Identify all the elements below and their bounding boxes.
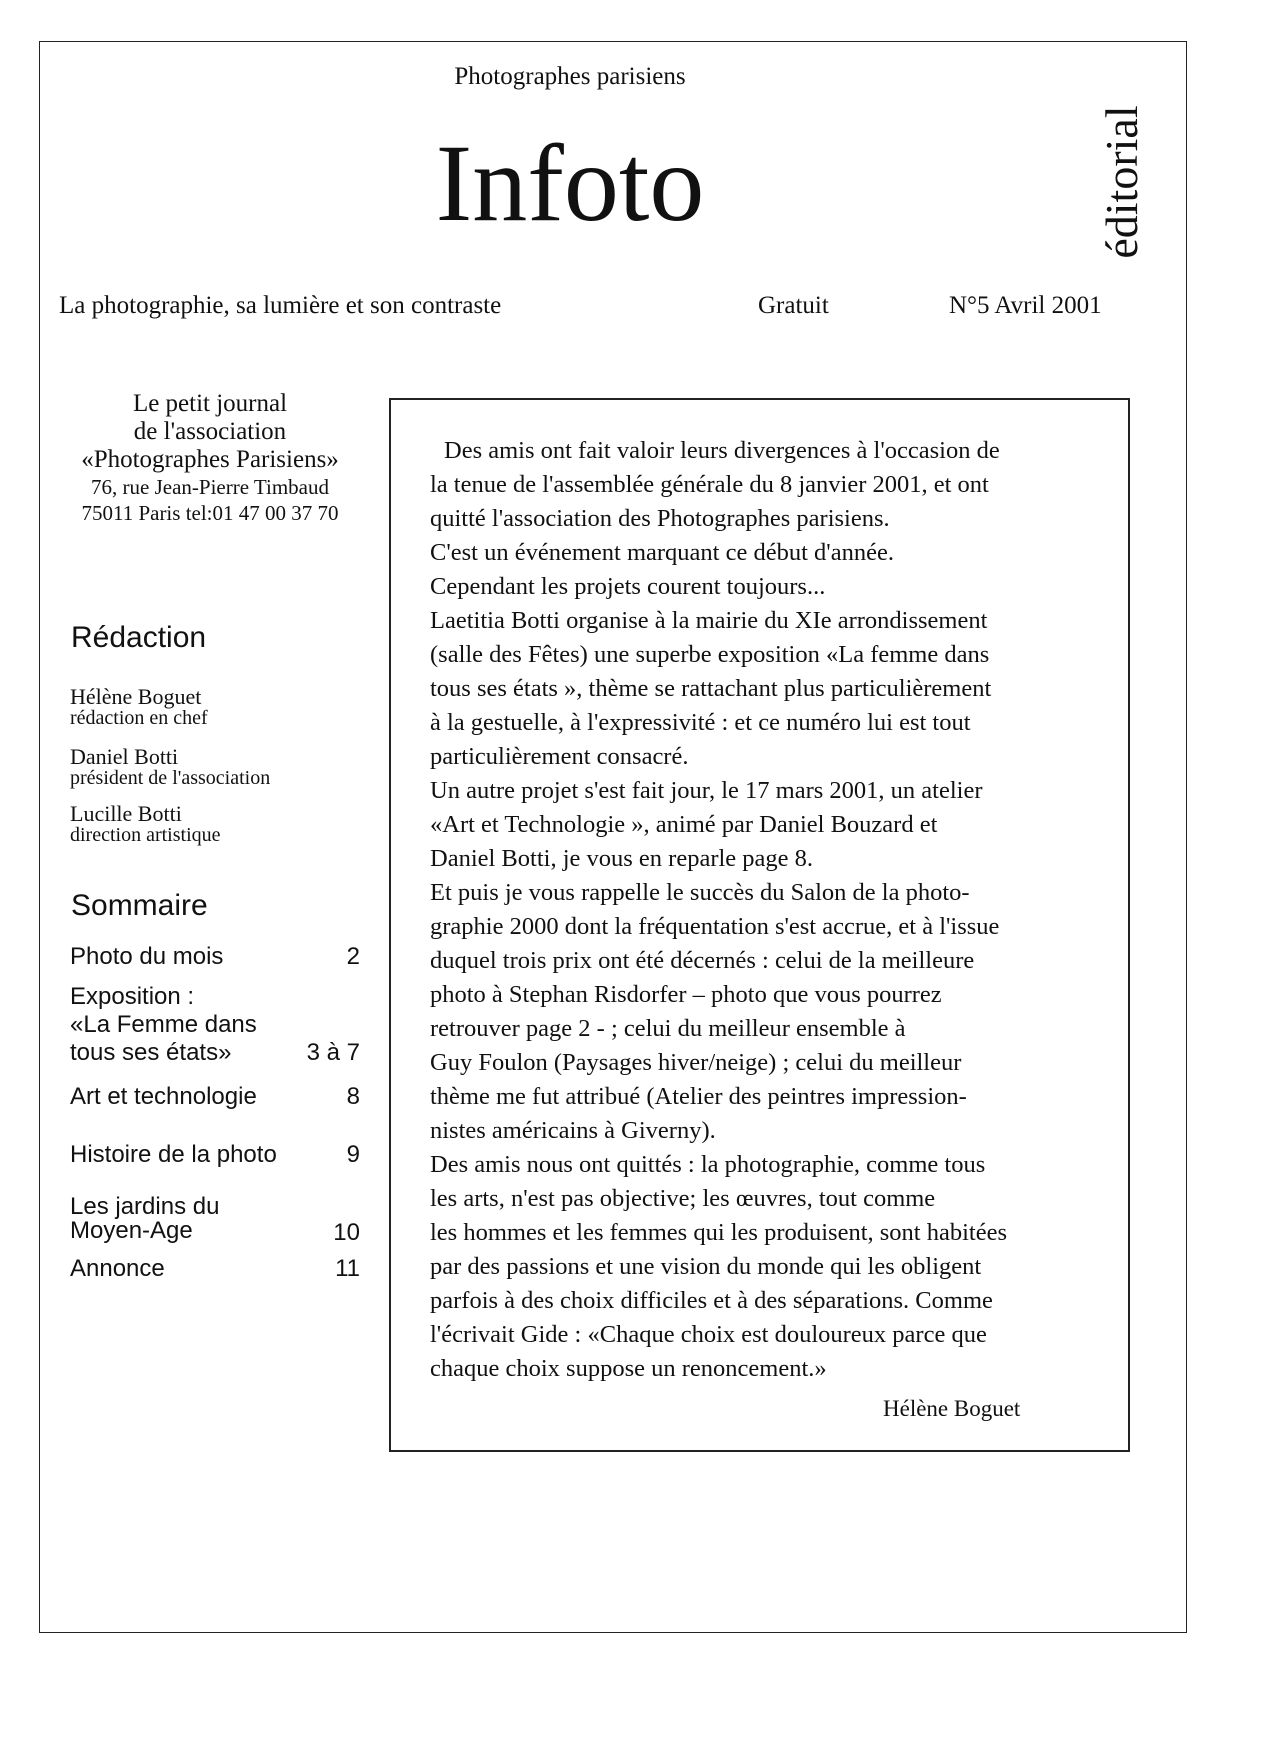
editorial-line: thème me fut attribué (Atelier des peintres impression- xyxy=(430,1083,967,1110)
editorial-line: particulièrement consacré. xyxy=(430,743,689,770)
editorial-line: (salle des Fêtes) une superbe exposition «La femme dans xyxy=(430,641,990,668)
editorial-line: parfois à des choix difficiles et à des séparations. Comme xyxy=(430,1287,993,1314)
editorial-line: à la gestuelle, à l'expressivité : et ce numéro lui est tout xyxy=(430,709,971,736)
issue-label: N°5 Avril 2001 xyxy=(949,292,1102,319)
toc-label-line: Moyen-Age xyxy=(70,1217,193,1244)
toc-item-label: Art et technologie xyxy=(70,1083,257,1110)
page-title: Infoto xyxy=(435,122,705,244)
editorial-line: quitté l'association des Photographes parisiens. xyxy=(430,505,890,532)
toc-item-label: Histoire de la photo xyxy=(70,1141,277,1168)
toc-label-line: tous ses états» xyxy=(70,1039,232,1066)
editorial-line: l'écrivait Gide : «Chaque choix est douloureux parce que xyxy=(430,1321,987,1348)
intro-line: Le petit journal xyxy=(132,390,288,417)
editorial-line: par des passions et une vision du monde qui les obligent xyxy=(430,1253,982,1280)
toc-item-page: 2 xyxy=(346,943,360,970)
sommaire-heading: Sommaire xyxy=(71,889,208,922)
editorial-line: Cependant les projets courent toujours... xyxy=(430,573,826,600)
staff-role: direction artistique xyxy=(70,824,221,846)
staff-role: rédaction en chef xyxy=(70,707,208,729)
toc-item-page: 9 xyxy=(346,1141,360,1168)
section-label: éditorial xyxy=(1096,105,1147,259)
toc-item-label: Annonce xyxy=(70,1255,165,1282)
editorial-line: nistes américains à Giverny). xyxy=(430,1117,716,1144)
editorial-line: chaque choix suppose un renoncement.» xyxy=(430,1355,827,1382)
editorial-line: la tenue de l'assemblée générale du 8 janvier 2001, et ont xyxy=(430,471,989,498)
intro-block xyxy=(55,390,365,526)
editorial-line: Un autre projet s'est fait jour, le 17 mars 2001, un atelier xyxy=(430,777,983,804)
editorial-line: les arts, n'est pas objective; les œuvres, tout comme xyxy=(430,1185,936,1212)
price-label: Gratuit xyxy=(758,292,829,319)
intro-line: de l'association xyxy=(133,418,287,445)
editorial-body xyxy=(430,434,1110,1386)
toc-item-label xyxy=(70,983,257,1067)
editorial-line: Des amis nous ont quittés : la photographie, comme tous xyxy=(430,1151,986,1178)
editorial-line: photo à Stephan Risdorfer – photo que vous pourrez xyxy=(430,981,942,1008)
toc-item-page: 10 xyxy=(333,1219,360,1246)
toc-label-line: «La Femme dans xyxy=(70,1011,257,1038)
staff-name: Hélène Boguet xyxy=(70,684,202,709)
editorial-line: tous ses états », thème se rattachant plus particulièrement xyxy=(430,675,992,702)
staff-member xyxy=(70,803,221,845)
editorial-signature: Hélène Boguet xyxy=(883,1396,1021,1421)
staff-member xyxy=(70,746,270,788)
toc-label-line: Exposition : xyxy=(70,983,195,1010)
toc-label-line: Les jardins du xyxy=(70,1193,220,1220)
editorial-line: «Art et Technologie », animé par Daniel Bouzard et xyxy=(430,811,938,838)
redaction-heading: Rédaction xyxy=(71,621,207,654)
intro-line: «Photographes Parisiens» xyxy=(81,446,339,473)
editorial-line: Daniel Botti, je vous en reparle page 8. xyxy=(430,845,814,872)
kicker: Photographes parisiens xyxy=(454,63,686,90)
editorial-line: retrouver page 2 - ; celui du meilleur ensemble à xyxy=(430,1015,906,1042)
toc-item-page: 8 xyxy=(346,1083,360,1110)
address-line: 75011 Paris tel:01 47 00 37 70 xyxy=(81,501,339,525)
staff-role: président de l'association xyxy=(70,767,271,789)
editorial-line: Guy Foulon (Paysages hiver/neige) ; celui du meilleur xyxy=(430,1049,962,1076)
editorial-line: Des amis ont fait valoir leurs divergences à l'occasion de xyxy=(444,437,1000,464)
toc-item-page: 11 xyxy=(335,1255,360,1282)
toc-item-label xyxy=(70,1195,219,1243)
staff-name: Lucille Botti xyxy=(70,801,182,826)
toc-item-page: 3 à 7 xyxy=(306,1039,360,1066)
address-line: 76, rue Jean-Pierre Timbaud xyxy=(91,475,329,499)
editorial-line: graphie 2000 dont la fréquentation s'est accrue, et à l'issue xyxy=(430,913,1000,940)
editorial-line: C'est un événement marquant ce début d'année. xyxy=(430,539,894,566)
editorial-line: Et puis je vous rappelle le succès du Salon de la photo- xyxy=(430,879,970,906)
staff-member xyxy=(70,686,208,728)
tagline: La photographie, sa lumière et son contraste xyxy=(59,292,502,319)
staff-name: Daniel Botti xyxy=(70,744,179,769)
editorial-line: les hommes et les femmes qui les produisent, sont habitées xyxy=(430,1219,1008,1246)
editorial-line: Laetitia Botti organise à la mairie du XIe arrondissement xyxy=(430,607,988,634)
toc-item-label: Photo du mois xyxy=(70,943,224,970)
editorial-line: duquel trois prix ont été décernés : celui de la meilleure xyxy=(430,947,975,974)
